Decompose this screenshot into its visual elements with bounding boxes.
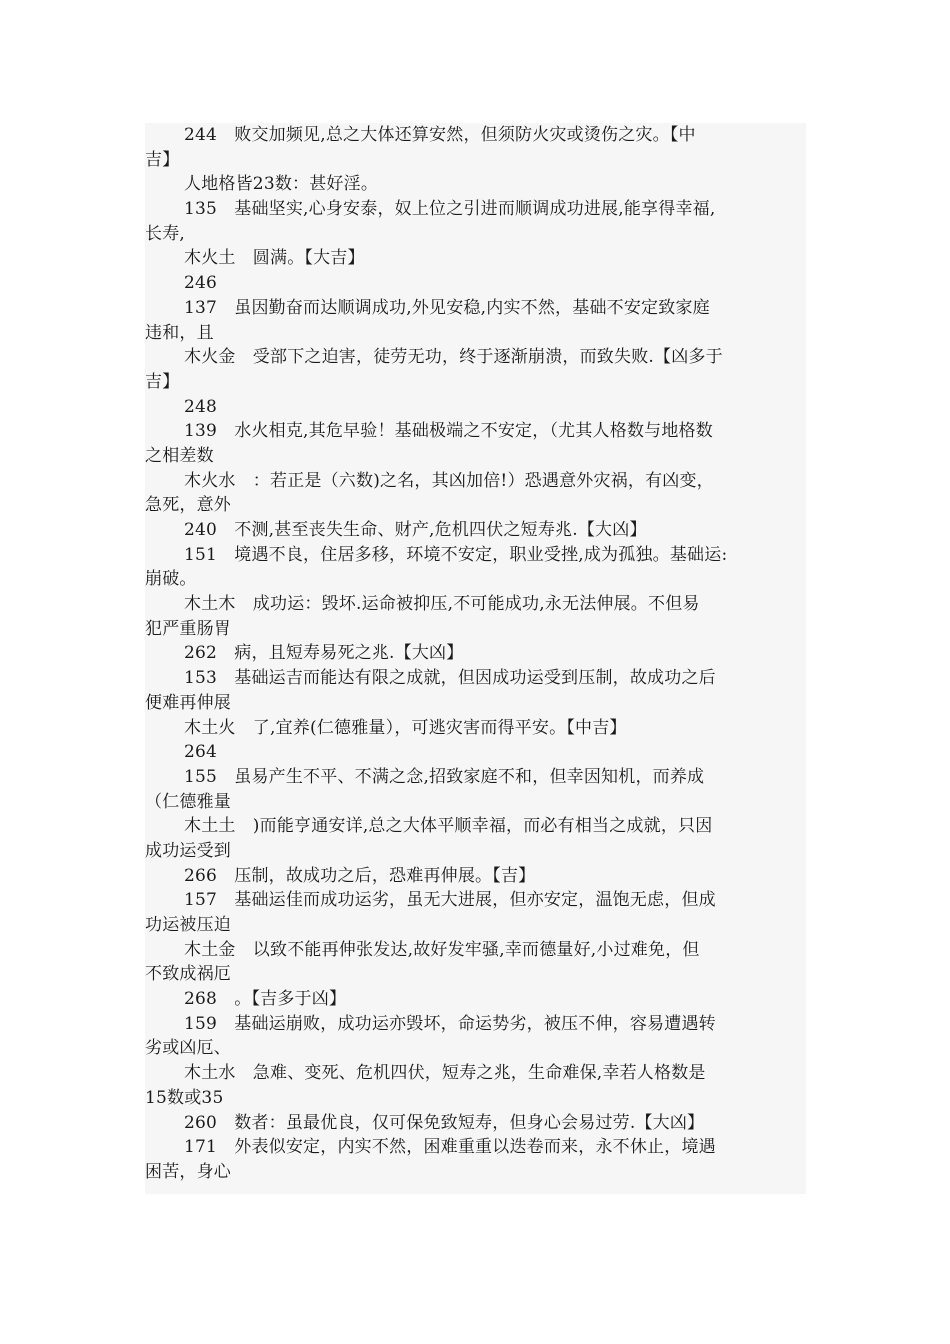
text-line-continuation: 功运被压迫 [145, 915, 231, 935]
text-line-continuation: 崩破。 [145, 569, 197, 590]
text-line: 木土火 了,宜养(仁德雅量），可逃灾害而得平安。【中吉】 [184, 717, 627, 738]
text-line-continuation: 便难再伸展 [145, 692, 231, 713]
text-line: 137 虽因勤奋而达顺调成功,外见安稳,内实不然，基础不安定致家庭 [184, 297, 710, 318]
text-line: 266 压制，故成功之后，恐难再伸展。【吉】 [184, 865, 536, 886]
text-line: 246 [184, 273, 218, 294]
text-line: 155 虽易产生不平、不满之念,招致家庭不和，但幸因知机，而养成 [184, 766, 705, 787]
text-line: 159 基础运崩败，成功运亦毁坏，命运势劣，被压不伸，容易遭遇转 [184, 1013, 716, 1034]
text-line: 139 水火相克,其危早验！基础极端之不安定，（尤其人格数与地格数 [184, 421, 713, 442]
text-line-continuation: 吉】 [145, 371, 180, 392]
text-line: 244 败交加频见,总之大体还算安然，但须防火灾或烫伤之灾。【中 [184, 125, 696, 145]
text-line: 268 。【吉多于凶】 [184, 989, 347, 1010]
text-line: 157 基础运佳而成功运劣，虽无大进展，但亦安定，温饱无虑，但成 [184, 890, 716, 911]
document-text-block [145, 123, 806, 1194]
text-line: 240 不测,甚至丧失生命、财产,危机四伏之短寿兆.【大凶】 [184, 520, 647, 540]
text-line: 木火水 ：若正是（六数)之名，其凶加倍!）恐遇意外灾祸，有凶变， [184, 470, 714, 491]
text-line: 151 境遇不良，住居多移，环境不安定，职业受挫,成为孤独。基础运: [184, 544, 728, 565]
text-line: 木土木 成功运：毁坏.运命被抑压,不可能成功,永无法伸展。不但易 [184, 594, 700, 615]
text-line: 木土金 以致不能再伸张发达,故好发牢骚,幸而德量好,小过难免，但 [184, 939, 700, 960]
text-line-continuation: 劣或凶厄、 [145, 1038, 231, 1059]
text-line: 木土水 急难、变死、危机四伏，短寿之兆，生命难保,幸若人格数是 [184, 1063, 706, 1084]
text-line: 264 [184, 742, 218, 763]
text-line-continuation: 15数或35 [145, 1087, 224, 1108]
text-line: 248 [184, 396, 218, 417]
text-line-continuation: 长寿, [145, 223, 186, 244]
text-line: 木火土 圆满。【大吉】 [184, 248, 365, 269]
text-line-continuation: 急死，意外 [145, 495, 231, 516]
text-line-continuation: 困苦，身心 [145, 1161, 231, 1182]
text-line: 人地格皆23数：甚好淫。 [184, 174, 379, 195]
text-line: 260 数者：虽最优良，仅可保免致短寿，但身心会易过劳.【大凶】 [184, 1112, 705, 1133]
text-line-continuation: （仁德雅量 [145, 791, 231, 812]
text-line: 木火金 受部下之迫害，徒劳无功，终于逐渐崩溃，而致失败.【凶多于 [184, 347, 723, 368]
text-line: 262 病，且短寿易死之兆.【大凶】 [184, 643, 464, 664]
text-line: 135 基础坚实,心身安泰，奴上位之引进而顺调成功进展,能享得幸福, [184, 199, 716, 220]
text-line: 木土土 )而能亨通安详,总之大体平顺幸福，而必有相当之成就，只因 [184, 816, 713, 837]
text-line-continuation: 违和，且 [145, 322, 214, 343]
text-line-continuation: 犯严重肠胃 [145, 618, 231, 639]
text-line-continuation: 吉】 [145, 149, 180, 170]
text-line: 171 外表似安定，内实不然，困难重重以迭卷而来，永不休止，境遇 [184, 1137, 716, 1158]
text-line-continuation: 之相差数 [145, 445, 214, 466]
text-line: 153 基础运吉而能达有限之成就，但因成功运受到压制，故成功之后 [184, 668, 716, 689]
text-line-continuation: 不致成祸厄 [145, 964, 231, 985]
text-line-continuation: 成功运受到 [145, 840, 231, 861]
